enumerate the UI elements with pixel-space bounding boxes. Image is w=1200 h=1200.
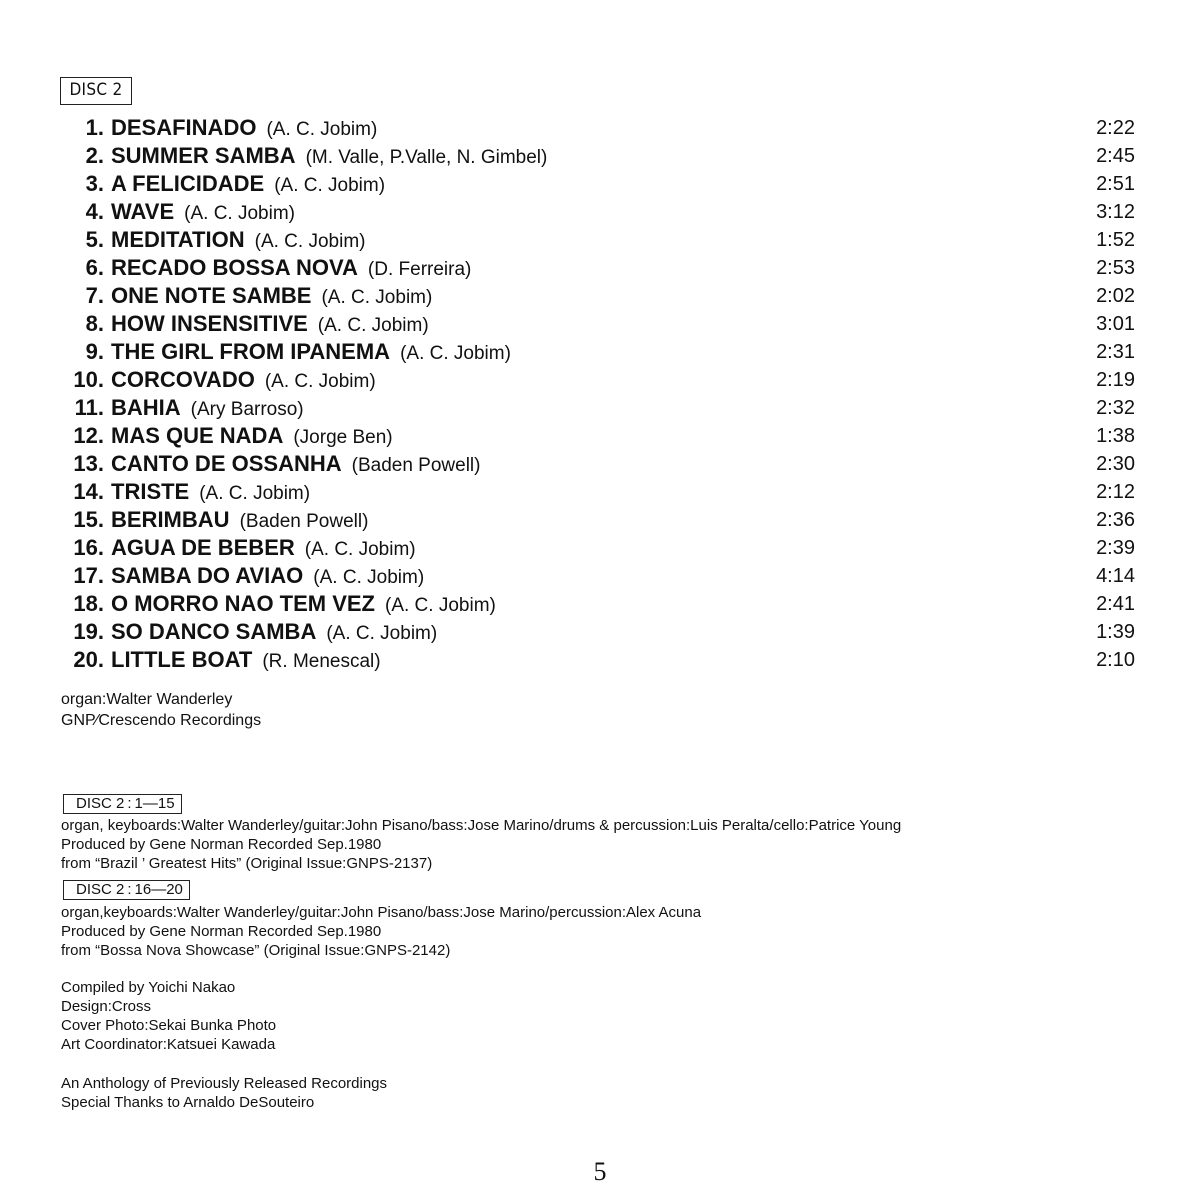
track-duration: 2:02 — [1096, 285, 1135, 307]
track-number: 3. — [85, 171, 104, 196]
track-title: HOW INSENSITIVE — [111, 311, 308, 336]
track-row — [60, 310, 1140, 338]
track-number: 12. — [73, 423, 104, 448]
track-composer: (A. C. Jobim) — [317, 315, 429, 336]
track-row — [60, 114, 1140, 142]
track-duration: 4:14 — [1096, 565, 1135, 587]
page-number: 5 — [593, 1157, 607, 1186]
track-title: SAMBA DO AVIAO — [111, 563, 304, 588]
track-row — [60, 170, 1140, 198]
track-duration: 2:19 — [1096, 369, 1135, 391]
track-number: 2. — [85, 143, 104, 168]
track-number: 19. — [73, 619, 104, 644]
track-list — [60, 114, 1140, 674]
session-1-label: DISC 2 : 1—15 — [63, 794, 182, 814]
track-number: 16. — [73, 535, 104, 560]
staff-credits — [61, 978, 276, 1054]
track-duration: 1:52 — [1096, 229, 1135, 251]
track-duration: 2:36 — [1096, 509, 1135, 531]
release-notes — [61, 1074, 387, 1112]
track-composer: (A. C. Jobim) — [321, 287, 433, 308]
track-duration: 2:31 — [1096, 341, 1135, 363]
track-composer: (Baden Powell) — [239, 511, 369, 532]
disc-label: DISC 2 — [60, 77, 132, 105]
performer-credits — [61, 689, 261, 731]
track-title: O MORRO NAO TEM VEZ — [111, 591, 375, 616]
track-title: MAS QUE NADA — [111, 423, 284, 448]
track-row — [60, 562, 1140, 590]
track-row — [60, 198, 1140, 226]
track-composer: (A. C. Jobim) — [264, 371, 376, 392]
session-1-personnel: organ, keyboards:Walter Wanderley/guitar:John Pisano/bass:Jose Marino/drums & percussion:Luis Peralta/cello:Patrice Young — [61, 817, 902, 834]
design-credit: Design:Cross — [61, 998, 152, 1015]
track-number: 5. — [85, 227, 104, 252]
track-row — [60, 478, 1140, 506]
track-title: THE GIRL FROM IPANEMA — [111, 339, 391, 364]
track-row — [60, 282, 1140, 310]
track-title: AGUA DE BEBER — [111, 535, 295, 560]
track-title: TRISTE — [111, 479, 190, 504]
track-duration: 1:39 — [1096, 621, 1135, 643]
compiled-by: Compiled by Yoichi Nakao — [61, 979, 236, 996]
track-composer: (A. C. Jobim) — [254, 231, 366, 252]
performer-line: organ:Walter Wanderley — [61, 691, 233, 708]
anthology-note: An Anthology of Previously Released Recordings — [61, 1075, 388, 1092]
track-number: 14. — [73, 479, 104, 504]
track-composer: (A. C. Jobim) — [385, 595, 496, 616]
track-duration: 2:41 — [1096, 593, 1135, 615]
session-2-credits — [61, 903, 701, 960]
track-duration: 2:30 — [1096, 453, 1135, 475]
track-row — [60, 254, 1140, 282]
track-composer: (A. C. Jobim) — [400, 343, 511, 364]
track-composer: (A. C. Jobim) — [304, 539, 416, 560]
track-number: 18. — [73, 591, 104, 616]
track-title: WAVE — [111, 199, 175, 224]
track-composer: (A. C. Jobim) — [184, 203, 296, 224]
track-row — [60, 142, 1140, 170]
session-1-source: from “Brazil ’ Greatest Hits” (Original Issue:GNPS-2137) — [61, 855, 433, 872]
track-row — [60, 394, 1140, 422]
track-duration: 2:53 — [1096, 257, 1135, 279]
track-row — [60, 450, 1140, 478]
track-composer: (A. C. Jobim) — [274, 175, 386, 196]
track-title: SUMMER SAMBA — [111, 143, 296, 168]
track-title: CORCOVADO — [111, 367, 255, 392]
track-composer: (Jorge Ben) — [293, 427, 393, 448]
track-number: 1. — [85, 115, 104, 140]
track-title: SO DANCO SAMBA — [111, 619, 317, 644]
track-duration: 1:38 — [1096, 425, 1135, 447]
track-composer: (A. C. Jobim) — [313, 567, 425, 588]
thanks-note: Special Thanks to Arnaldo DeSouteiro — [61, 1094, 315, 1111]
track-composer: (Baden Powell) — [351, 455, 481, 476]
track-title: BERIMBAU — [111, 507, 230, 532]
track-duration: 2:39 — [1096, 537, 1135, 559]
track-composer: (D. Ferreira) — [367, 259, 472, 280]
label-line: GNP∕Crescendo Recordings — [61, 712, 262, 729]
session-2-produced: Produced by Gene Norman Recorded Sep.1980 — [61, 923, 382, 940]
track-title: RECADO BOSSA NOVA — [111, 255, 358, 280]
track-row — [60, 646, 1140, 674]
track-row — [60, 590, 1140, 618]
session-2-personnel: organ,keyboards:Walter Wanderley/guitar:John Pisano/bass:Jose Marino/percussion:Alex Acuna — [61, 904, 702, 921]
session-2-label: DISC 2 : 16—20 — [63, 880, 190, 900]
track-row — [60, 422, 1140, 450]
track-number: 13. — [73, 451, 104, 476]
track-composer: (R. Menescal) — [262, 651, 381, 672]
track-composer: (A. C. Jobim) — [199, 483, 311, 504]
track-number: 20. — [73, 647, 104, 672]
track-number: 6. — [85, 255, 104, 280]
track-row — [60, 534, 1140, 562]
track-duration: 2:10 — [1096, 649, 1135, 671]
track-title: LITTLE BOAT — [111, 647, 253, 672]
track-number: 15. — [73, 507, 104, 532]
track-number: 9. — [85, 339, 104, 364]
track-row — [60, 618, 1140, 646]
track-title: BAHIA — [111, 395, 181, 420]
track-title: A FELICIDADE — [111, 171, 265, 196]
track-composer: (Ary Barroso) — [190, 399, 304, 420]
track-duration: 2:32 — [1096, 397, 1135, 419]
session-1-produced: Produced by Gene Norman Recorded Sep.1980 — [61, 836, 382, 853]
track-number: 11. — [74, 395, 104, 420]
art-coordinator-credit: Art Coordinator:Katsuei Kawada — [61, 1036, 276, 1053]
track-title: CANTO DE OSSANHA — [111, 451, 342, 476]
track-number: 17. — [73, 563, 104, 588]
track-row — [60, 226, 1140, 254]
track-row — [60, 366, 1140, 394]
track-composer: (A. C. Jobim) — [266, 119, 378, 140]
track-title: MEDITATION — [111, 227, 245, 252]
track-duration: 2:12 — [1096, 481, 1135, 503]
cover-photo-credit: Cover Photo:Sekai Bunka Photo — [61, 1017, 277, 1034]
track-duration: 3:01 — [1096, 313, 1135, 335]
track-duration: 2:22 — [1096, 117, 1135, 139]
track-composer: (A. C. Jobim) — [326, 623, 438, 644]
session-1-credits — [61, 816, 901, 873]
track-row — [60, 506, 1140, 534]
track-row — [60, 338, 1140, 366]
track-title: ONE NOTE SAMBE — [111, 283, 312, 308]
track-title: DESAFINADO — [111, 115, 257, 140]
track-duration: 2:45 — [1096, 145, 1135, 167]
track-number: 4. — [85, 199, 104, 224]
track-number: 7. — [85, 283, 104, 308]
track-number: 8. — [85, 311, 104, 336]
session-2-source: from “Bossa Nova Showcase” (Original Issue:GNPS-2142) — [61, 942, 451, 959]
track-number: 10. — [73, 367, 104, 392]
track-duration: 2:51 — [1096, 173, 1135, 195]
track-duration: 3:12 — [1096, 201, 1135, 223]
track-composer: (M. Valle, P.Valle, N. Gimbel) — [305, 147, 548, 168]
